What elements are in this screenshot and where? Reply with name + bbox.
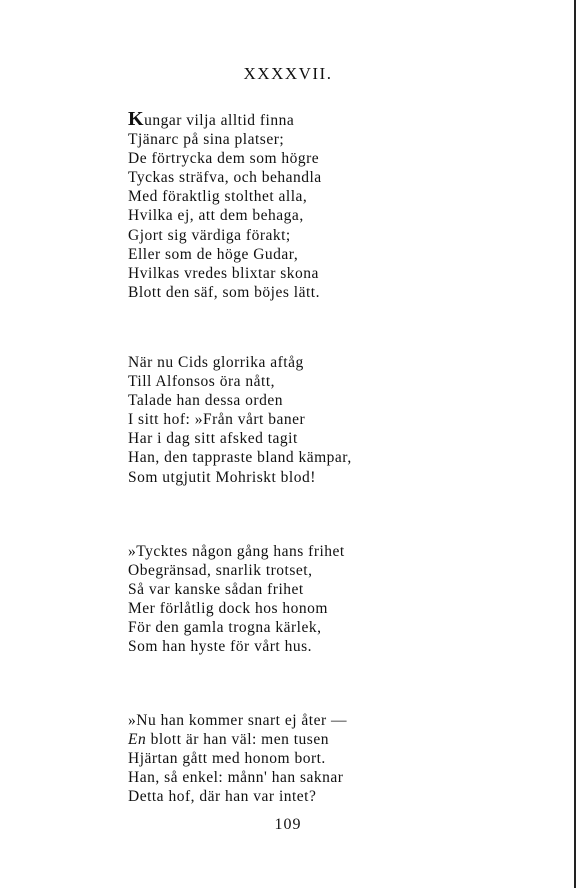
line-text: Så var kanske sådan frihet [128,581,304,599]
line-text: Detta hof, där han var intet? [128,788,317,806]
poem-line [128,187,322,206]
line-text: Tjänarc på sina platser; [128,131,285,149]
poem-line [128,149,322,168]
poem-line [128,353,352,372]
poem-line [128,448,352,467]
drop-initial: K [128,108,145,130]
line-text: Hjärtan gått med honom bort. [128,750,326,768]
poem-line [128,542,345,561]
poem-line [128,711,347,730]
page-number: 109 [274,816,302,833]
line-text: Obegränsad, snarlik trotset, [128,562,313,580]
line-text: Hvilka ej, att dem behaga, [128,207,304,225]
poem-line [128,226,322,245]
line-text: Han, den tappraste bland kämpar, [128,449,352,467]
italic-word: En [128,731,147,749]
stanza-2 [128,353,352,487]
stanza-4 [128,711,347,806]
line-text: »Tycktes någon gång hans frihet [128,543,345,560]
poem-line [128,168,322,187]
line-text: Tyckas sträfva, och behandla [128,169,322,187]
poem-line [128,580,345,599]
line-text: Har i dag sitt afsked tagit [128,430,298,448]
line-text: Till Alfonsos öra nått, [128,373,275,391]
line-text: I sitt hof: »Från vårt baner [128,411,306,429]
line-text: De förtrycka dem som högre [128,150,320,168]
poem-line [128,245,322,264]
poem-line [128,283,322,302]
poem-line [128,618,345,637]
poem-line [128,599,345,618]
line-text: Hvilkas vredes blixtar skona [128,264,319,282]
poem-line [128,206,322,225]
line-text: Som han hyste för vårt hus. [128,638,312,656]
poem-line [128,787,347,806]
poem-line [128,730,347,749]
stanza-1 [128,108,322,302]
line-text: Han, så enkel: månn' han saknar [128,769,344,787]
line-text: För den gamla trogna kärlek, [128,619,322,637]
poem-line [128,637,345,656]
line-text: Blott den säf, som böjes lätt. [128,283,320,301]
poem-number-heading: XXXXVII. [243,64,333,83]
poem-line [128,561,345,580]
poem-line [128,429,352,448]
poem-line [128,264,322,283]
poem-line [128,391,352,410]
poem-line [128,372,352,391]
line-text: ungar vilja alltid finna [144,112,295,129]
line-text: Som utgjutit Mohriskt blod! [128,468,316,486]
line-text: »Nu han kommer snart ej åter — [128,712,348,729]
line-text: När nu Cids glorrika aftåg [128,354,304,371]
line-text: blott är han väl: men tusen [146,731,329,749]
line-text: Gjort sig värdiga förakt; [128,226,291,244]
poem-line [128,768,347,787]
stanza-3 [128,542,345,657]
poem-line [128,108,322,130]
poem-line [128,749,347,768]
line-text: Eller som de höge Gudar, [128,245,299,263]
poem-line [128,468,352,487]
line-text: Med föraktlig stolthet alla, [128,188,308,206]
line-text: Talade han dessa orden [128,392,283,410]
poem-line [128,130,322,149]
line-text: Mer förlåtlig dock hos honom [128,600,328,618]
poem-line [128,410,352,429]
